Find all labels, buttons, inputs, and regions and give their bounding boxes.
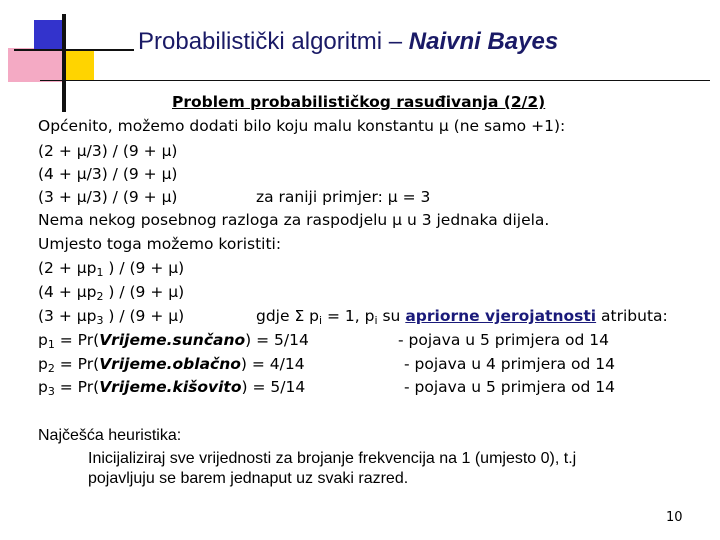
decor-vertical-bar xyxy=(62,14,66,112)
prior-value-name: Vrijeme.sunčano xyxy=(99,331,246,349)
formula-part: atributa: xyxy=(596,307,668,325)
prior-part: p xyxy=(38,355,48,373)
title-underline-rule xyxy=(40,80,710,81)
formula-part: su xyxy=(377,307,406,325)
decor-blue-square xyxy=(34,20,64,50)
formula-subscript: i xyxy=(374,314,378,327)
text-line-4b: za raniji primjer: μ = 3 xyxy=(256,188,431,206)
prior-note-3: - pojava u 5 primjera od 14 xyxy=(404,378,616,396)
slide-subtitle: Problem probabilističkog rasuđivanja (2/2) xyxy=(172,93,546,111)
decor-horizontal-bar xyxy=(14,49,134,51)
title-main: Probabilistički algoritmi – xyxy=(138,28,409,55)
decor-yellow-square xyxy=(64,50,94,80)
prior-part: p xyxy=(38,331,48,349)
prior-subscript: 2 xyxy=(47,362,55,375)
formula-part: (3 + μp xyxy=(38,307,97,325)
formula-part: (2 + μp xyxy=(38,259,97,277)
prior-part: = Pr( xyxy=(54,331,100,349)
formula-part: (4 + μp xyxy=(38,283,97,301)
decor-pink-square xyxy=(8,48,64,82)
prior-part: ) = 5/14 xyxy=(241,378,306,396)
text-line-2: (2 + μ/3) / (9 + μ) xyxy=(38,142,178,160)
prior-subscript: 3 xyxy=(47,385,55,398)
heuristic-line-1: Inicijaliziraj sve vrijednosti za brojanje frekvencija na 1 (umjesto 0), t.j xyxy=(88,450,577,467)
formula-condition xyxy=(256,306,668,326)
apriorne-vjerojatnosti-link[interactable]: apriorne vjerojatnosti xyxy=(405,307,597,325)
prior-subscript: 1 xyxy=(47,338,55,351)
prior-part: p xyxy=(38,378,48,396)
heuristic-line-2: pojavljuju se barem jednaput uz svaki razred. xyxy=(88,470,409,487)
page-number: 10 xyxy=(666,510,683,525)
formula-part: = 1, p xyxy=(322,307,375,325)
prior-note-2: - pojava u 4 primjera od 14 xyxy=(404,355,616,373)
formula-subscript: i xyxy=(319,314,323,327)
formula-line-3 xyxy=(38,306,184,326)
prior-note-1: - pojava u 5 primjera od 14 xyxy=(398,331,610,349)
formula-part: ) / (9 + μ) xyxy=(103,259,185,277)
formula-subscript: 2 xyxy=(96,290,104,303)
formula-subscript: 1 xyxy=(96,266,104,279)
formula-subscript: 3 xyxy=(96,314,104,327)
prior-part: ) = 4/14 xyxy=(240,355,305,373)
prior-value-name: Vrijeme.kišovito xyxy=(99,378,242,396)
formula-line-1 xyxy=(38,258,184,278)
prior-line-2 xyxy=(38,354,305,374)
slide-title xyxy=(138,28,558,56)
prior-part: ) = 5/14 xyxy=(245,331,309,349)
formula-line-2 xyxy=(38,282,184,302)
text-line-1: Općenito, možemo dodati bilo koju malu konstantu μ (ne samo +1): xyxy=(38,117,566,135)
formula-part: ) / (9 + μ) xyxy=(103,283,185,301)
text-line-5: Nema nekog posebnog razloga za raspodjelu μ u 3 jednaka dijela. xyxy=(38,211,550,229)
prior-part: = Pr( xyxy=(54,378,100,396)
text-line-4a: (3 + μ/3) / (9 + μ) xyxy=(38,188,178,206)
heuristic-heading: Najčešća heuristika: xyxy=(38,427,182,444)
prior-value-name: Vrijeme.oblačno xyxy=(99,355,241,373)
prior-line-1 xyxy=(38,330,309,350)
title-emphasis: Naivni Bayes xyxy=(408,28,559,55)
prior-part: = Pr( xyxy=(54,355,100,373)
text-line-3: (4 + μ/3) / (9 + μ) xyxy=(38,165,178,183)
formula-part: ) / (9 + μ) xyxy=(103,307,185,325)
prior-line-3 xyxy=(38,377,305,397)
formula-part: gdje Σ p xyxy=(256,307,320,325)
text-line-6: Umjesto toga možemo koristiti: xyxy=(38,235,282,253)
